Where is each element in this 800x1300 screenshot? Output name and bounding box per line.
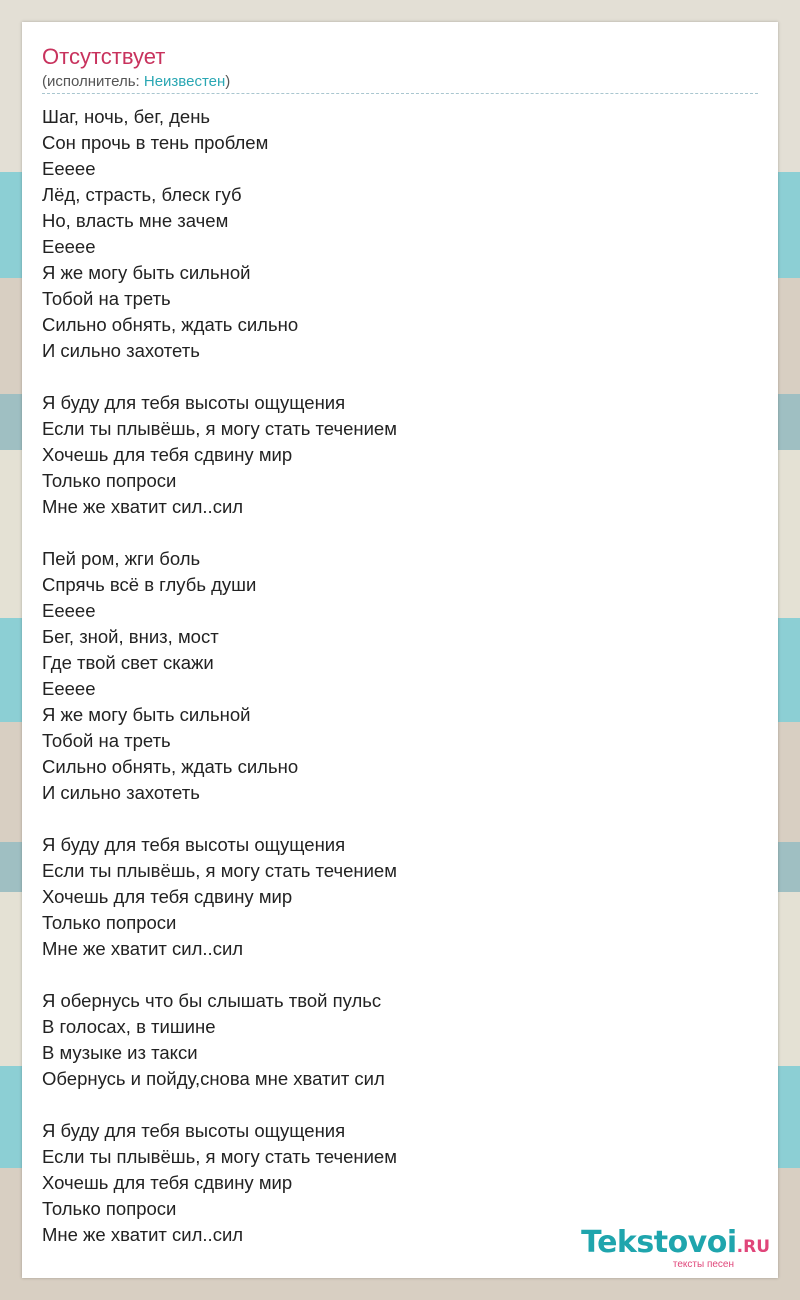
logo-name: Tekstovoi	[581, 1225, 737, 1260]
artist-prefix: (исполнитель:	[42, 73, 144, 90]
lyric-line: Если ты плывёшь, я могу стать течением	[42, 860, 397, 881]
lyric-line: Сильно обнять, ждать сильно	[42, 314, 299, 335]
lyric-line: В голосах, в тишине	[42, 1016, 216, 1037]
song-title: Отсутствует	[42, 44, 166, 69]
lyric-line: Я буду для тебя высоты ощущения	[42, 1120, 346, 1141]
logo-tagline: тексты песен	[672, 1259, 734, 1270]
stanza-break	[42, 364, 742, 390]
lyric-line: Я буду для тебя высоты ощущения	[42, 834, 346, 855]
lyric-line: Пей ром, жги боль	[42, 548, 201, 569]
lyric-line: Шаг, ночь, бег, день	[42, 106, 211, 127]
lyric-line: Но, власть мне зачем	[42, 210, 229, 231]
lyric-line: Только попроси	[42, 912, 177, 933]
stanza-break	[42, 806, 742, 832]
lyric-line: Сон прочь в тень проблем	[42, 132, 269, 153]
lyric-line: Еееее	[42, 678, 96, 699]
lyric-line: Только попроси	[42, 1198, 177, 1219]
lyric-line: Еееее	[42, 236, 96, 257]
artist-suffix: )	[225, 73, 231, 90]
lyric-line: Хочешь для тебя сдвину мир	[42, 886, 293, 907]
logo-domain: .RU	[736, 1237, 770, 1257]
lyric-line: Обернусь и пойду,снова мне хватит сил	[42, 1068, 385, 1089]
lyric-line: Я же могу быть сильной	[42, 704, 251, 725]
lyric-line: И сильно захотеть	[42, 782, 200, 803]
lyric-line: Тобой на треть	[42, 288, 171, 309]
lyric-line: Еееее	[42, 158, 96, 179]
lyric-line: Я буду для тебя высоты ощущения	[42, 392, 346, 413]
title-divider	[42, 93, 758, 94]
lyric-line: И сильно захотеть	[42, 340, 200, 361]
stanza-break	[42, 520, 742, 546]
artist-link[interactable]: Неизвестен	[143, 73, 226, 90]
lyric-line: В музыке из такси	[42, 1042, 198, 1063]
lyric-line: Спрячь всё в глубь души	[42, 574, 257, 595]
lyric-line: Сильно обнять, ждать сильно	[42, 756, 299, 777]
lyric-line: Где твой свет скажи	[42, 652, 214, 673]
stanza-break	[42, 1092, 742, 1118]
artist-line	[42, 72, 230, 92]
lyrics-card	[22, 22, 778, 1278]
stanza-break	[42, 962, 742, 988]
lyric-line: Мне же хватит сил..сил	[42, 1224, 244, 1245]
lyric-line: Если ты плывёшь, я могу стать течением	[42, 1146, 397, 1167]
lyric-line: Хочешь для тебя сдвину мир	[42, 444, 293, 465]
lyric-line: Только попроси	[42, 470, 177, 491]
lyric-line: Мне же хватит сил..сил	[42, 938, 244, 959]
lyric-line: Тобой на треть	[42, 730, 171, 751]
lyric-line: Я обернусь что бы слышать твой пульс	[42, 990, 382, 1011]
lyric-line: Еееее	[42, 600, 96, 621]
lyrics-text	[42, 104, 742, 1248]
lyric-line: Бег, зной, вниз, мост	[42, 626, 219, 647]
lyric-line: Лёд, страсть, блеск губ	[42, 184, 242, 205]
lyric-line: Хочешь для тебя сдвину мир	[42, 1172, 293, 1193]
lyric-line: Если ты плывёшь, я могу стать течением	[42, 418, 397, 439]
lyric-line: Я же могу быть сильной	[42, 262, 251, 283]
tekstovoi-logo[interactable]	[560, 1226, 770, 1272]
lyric-line: Мне же хватит сил..сил	[42, 496, 244, 517]
